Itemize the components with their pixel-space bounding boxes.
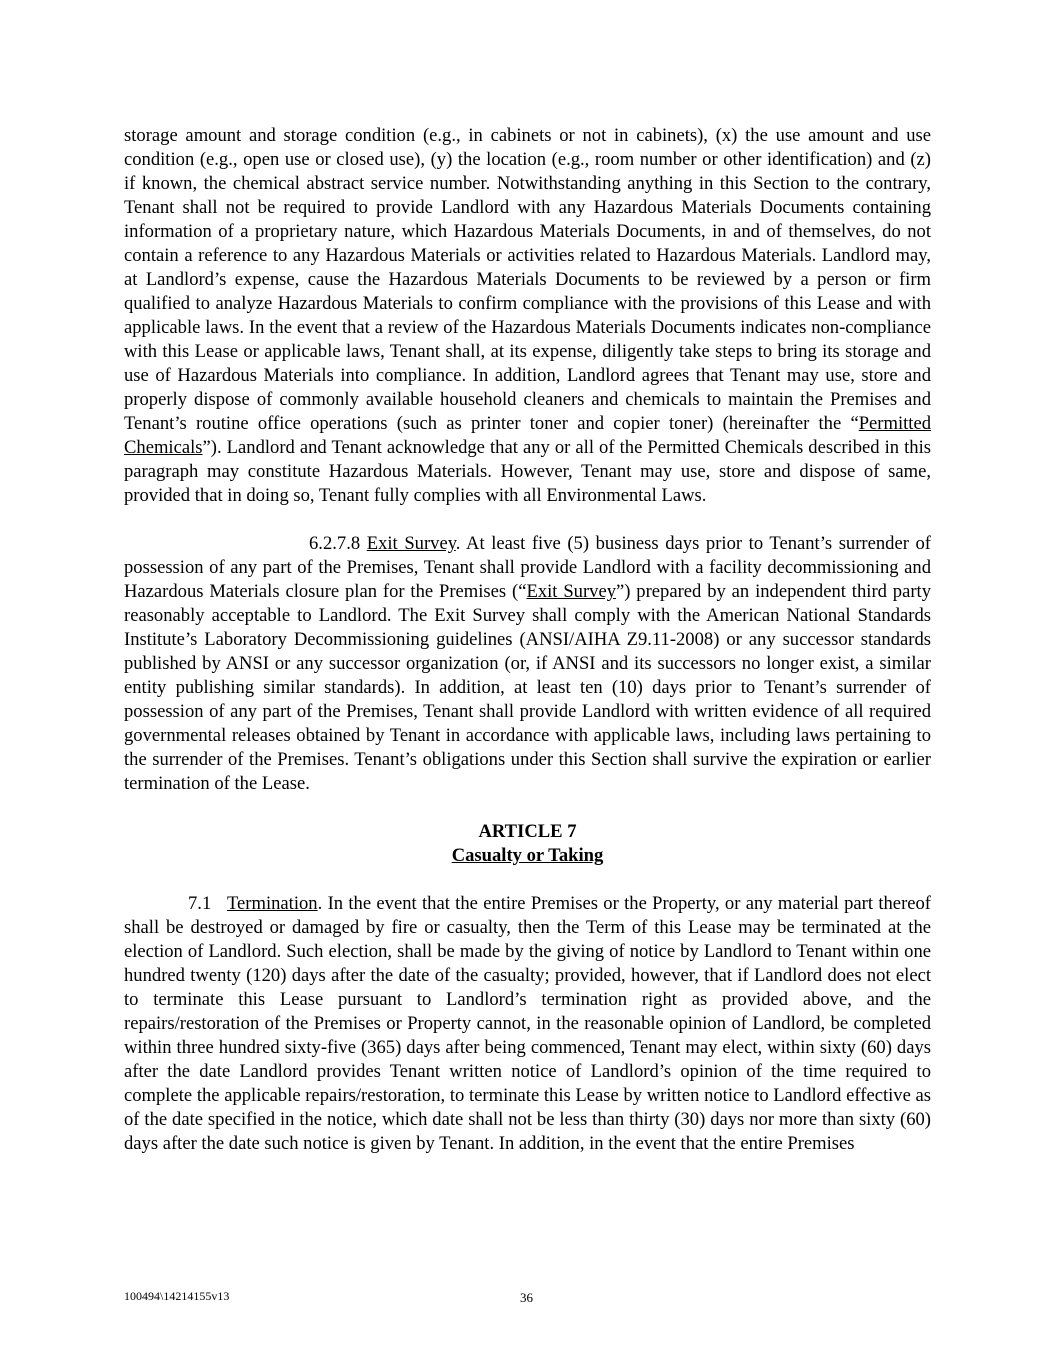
article-heading bbox=[124, 820, 931, 868]
section-title: Exit Survey bbox=[366, 533, 456, 554]
paragraph-text: . In the event that the entire Premises or the Property, or any material part thereof shall be destroyed or damaged by fire or casualty, then the Term of this Lease may be terminated at the election of Landlord. Such election, shall be made by the giving of notice by Landlord to Tenant within one hundred twenty (120) days after the date of the casualty; provided, however, that if Landlord does not elect to terminate this Lease pursuant to Landlord’s termination right as provided above, and the repairs/restoration of the Premises or Property cannot, in the reasonable opinion of Landlord, be completed within three hundred sixty-five (365) days after being commenced, Tenant may elect, within sixty (60) days after the date Landlord provides Tenant written notice of Landlord’s opinion of the time required to complete the applicable repairs/restoration, to terminate this Lease by written notice to Landlord effective as of the date specified in the notice, which date shall not be less than thirty (30) days nor more than sixty (60) days after the date such notice is given by Tenant. In addition, in the event that the entire Premises bbox=[124, 893, 931, 1154]
article-title: Casualty or Taking bbox=[451, 845, 604, 866]
paragraph-text: storage amount and storage condition (e.g., in cabinets or not in cabinets), (x) the use amount and use condition (e.g., open use or closed use), (y) the location (e.g., room number or other identification) and (z) if known, the chemical abstract service number. Notwithstanding anything in this Section to the contrary, Tenant shall not be required to provide Landlord with any Hazardous Materials Documents containing information of a proprietary nature, which Hazardous Materials Documents, in and of themselves, do not contain a reference to any Hazardous Materials or activities related to Hazardous Materials. Landlord may, at Landlord’s expense, cause the Hazardous Materials Documents to be reviewed by a person or firm qualified to analyze Hazardous Materials to confirm compliance with the provisions of this Lease and with applicable laws. In the event that a review of the Hazardous Materials Documents indicates non-compliance with this Lease or applicable laws, Tenant shall, at its expense, diligently take steps to bring its storage and use of Hazardous Materials into compliance. In addition, Landlord agrees that Tenant may use, store and properly dispose of commonly available household cleaners and chemicals to maintain the Premises and Tenant’s routine office operations (such as printer toner and copier toner) (hereinafter the “ bbox=[124, 125, 931, 434]
section-number: 7.1 bbox=[188, 893, 212, 914]
document-id: 100494\14214155v13 bbox=[124, 1289, 230, 1303]
paragraph-text: . At least five (5) business days prior to Tenant’s surrender of possession of any part of the Premises, Tenant shall provide Landlord with a facility decommissioning and Hazardous Materials closure plan for the Premises (“ bbox=[124, 533, 931, 602]
document-body bbox=[124, 124, 931, 1156]
hazardous-materials-paragraph bbox=[124, 124, 931, 508]
section-title: Termination bbox=[227, 893, 318, 914]
page-number: 36 bbox=[520, 1290, 533, 1305]
defined-term-permitted-chemicals: Permitted Chemicals bbox=[124, 413, 931, 458]
paragraph-text: ”) prepared by an independent third party reasonably acceptable to Landlord. The Exit Survey shall comply with the American National Standards Institute’s Laboratory Decommissioning guidelines (ANSI/AIHA Z9.11-2008) or any successor standards published by ANSI or any successor organization (or, if ANSI and its successors no longer exist, a similar entity publishing similar standards). In addition, at least ten (10) days prior to Tenant’s surrender of possession of any part of the Premises, Tenant shall provide Landlord with written evidence of all required governmental releases obtained by Tenant in accordance with applicable laws, including laws pertaining to the surrender of the Premises. Tenant’s obligations under this Section shall survive the expiration or earlier termination of the Lease. bbox=[124, 581, 931, 794]
exit-survey-section bbox=[124, 532, 931, 796]
section-number: 6.2.7.8 bbox=[309, 533, 361, 554]
article-number: ARTICLE 7 bbox=[478, 821, 577, 842]
paragraph-text: ”). Landlord and Tenant acknowledge that any or all of the Permitted Chemicals described in this paragraph may constitute Hazardous Materials. However, Tenant may use, store and dispose of same, provided that in doing so, Tenant fully complies with all Environmental Laws. bbox=[124, 437, 931, 506]
termination-section bbox=[124, 892, 931, 1156]
defined-term-exit-survey: Exit Survey bbox=[526, 581, 616, 602]
